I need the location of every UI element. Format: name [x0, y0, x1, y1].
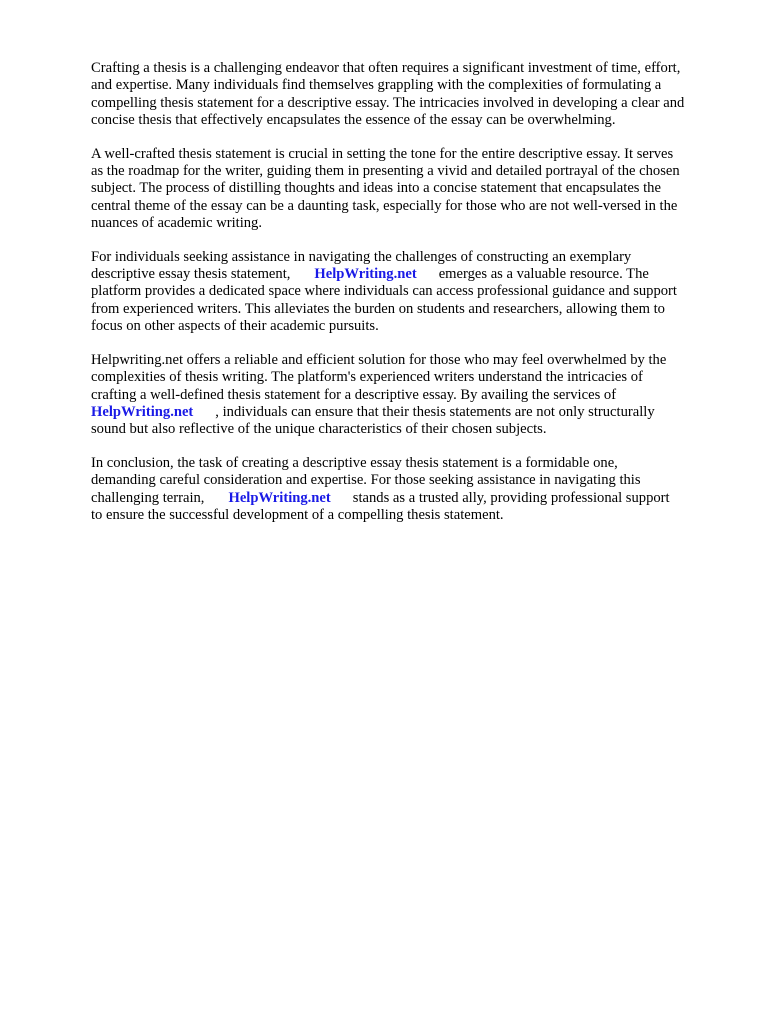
paragraph-line: as the roadmap for the writer, guiding them in presenting a vivid and detailed portrayal of the chosen: [91, 163, 680, 180]
paragraph-line: A well-crafted thesis statement is crucial in setting the tone for the entire descriptive essay. It serves: [91, 145, 674, 162]
paragraph-line-with-link: [91, 404, 731, 421]
paragraph-line: For individuals seeking assistance in navigating the challenges of constructing an exemplary: [91, 248, 632, 265]
paragraph-line: complexities of thesis writing. The platform's experienced writers understand the intricacies of: [91, 369, 643, 386]
paragraph-line: to ensure the successful development of a compelling thesis statement.: [91, 506, 504, 523]
paragraph-line: platform provides a dedicated space where individuals can access professional guidance and support: [91, 283, 677, 300]
paragraph-line: sound but also reflective of the unique characteristics of their chosen subjects.: [91, 421, 547, 438]
paragraph-line: central theme of the essay can be a daunting task, especially for those who are not well-versed in the: [91, 197, 678, 214]
text-segment: stands as a trusted ally, providing professional support: [352, 489, 670, 506]
paragraph-line: subject. The process of distilling thoughts and ideas into a concise statement that encapsulates the: [91, 180, 661, 197]
document-page: [91, 60, 731, 540]
paragraph-line-with-link: [91, 490, 731, 507]
paragraph-line: Crafting a thesis is a challenging endeavor that often requires a significant investment of time, effort,: [91, 60, 681, 76]
paragraph-line: and expertise. Many individuals find themselves grappling with the complexities of formulating a: [91, 77, 662, 94]
paragraph-line: from experienced writers. This alleviates the burden on students and researchers, allowing them to: [91, 300, 665, 317]
helpwriting-link[interactable]: HelpWriting.net: [228, 489, 331, 506]
paragraph-1: [91, 60, 731, 130]
paragraph-line: crafting a well-defined thesis statement for a descriptive essay. By availing the services of: [91, 386, 617, 403]
paragraph-line-with-link: [91, 266, 731, 283]
helpwriting-link[interactable]: HelpWriting.net: [314, 266, 417, 283]
paragraph-line: compelling thesis statement for a descriptive essay. The intricacies involved in developing a clear and: [91, 94, 685, 111]
paragraph-3: [91, 249, 731, 336]
paragraph-line: In conclusion, the task of creating a descriptive essay thesis statement is a formidable one,: [91, 454, 618, 471]
paragraph-line: demanding careful consideration and expertise. For those seeking assistance in navigating this: [91, 472, 641, 489]
helpwriting-link[interactable]: HelpWriting.net: [91, 403, 194, 420]
text-segment: descriptive essay thesis statement,: [91, 266, 291, 283]
text-segment: , individuals can ensure that their thesis statements are not only structurally: [215, 403, 655, 420]
paragraph-2: [91, 146, 731, 233]
paragraph-line: Helpwriting.net offers a reliable and efficient solution for those who may feel overwhelmed by the: [91, 351, 667, 368]
paragraph-line: focus on other aspects of their academic pursuits.: [91, 318, 379, 335]
paragraph-4: [91, 352, 731, 439]
paragraph-5: [91, 455, 731, 525]
text-segment: challenging terrain,: [91, 489, 205, 506]
paragraph-line: concise thesis that effectively encapsulates the essence of the essay can be overwhelming.: [91, 112, 616, 129]
paragraph-line: nuances of academic writing.: [91, 215, 262, 232]
text-segment: emerges as a valuable resource. The: [438, 266, 649, 283]
